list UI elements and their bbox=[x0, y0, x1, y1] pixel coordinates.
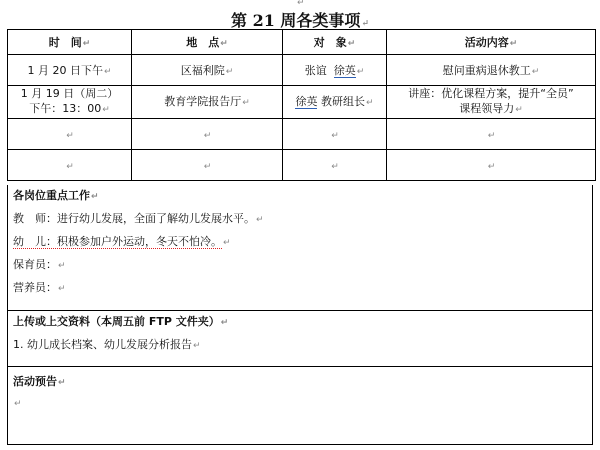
cell-target[interactable]: 张谊 徐英↵ bbox=[283, 55, 387, 86]
table-row bbox=[8, 150, 596, 181]
header-place: 地 点↵ bbox=[132, 30, 283, 55]
list-item: ↵ bbox=[14, 399, 22, 409]
cell-time[interactable]: 1 月 20 日下午↵ bbox=[8, 55, 132, 86]
cell-content[interactable]: 慰问重病退休教工↵ bbox=[387, 55, 596, 86]
list-item: 保育员：↵ bbox=[13, 258, 66, 271]
cell-content[interactable]: 讲座：优化课程方案，提升“全员” 课程领导力↵ bbox=[387, 86, 596, 119]
table-row bbox=[8, 86, 596, 119]
list-item: 幼 儿：积极参加户外运动，冬天不怕冷。↵ bbox=[13, 235, 231, 248]
list-item: 教 师：进行幼儿发展，全面了解幼儿发展水平。↵ bbox=[13, 212, 264, 225]
cell-target[interactable]: 徐英 教研组长↵ bbox=[283, 86, 387, 119]
page-title: 第 21 周各类事项↵ bbox=[231, 11, 369, 30]
cell-empty[interactable]: ↵ bbox=[387, 150, 596, 181]
cell-empty[interactable]: ↵ bbox=[8, 119, 132, 150]
section-heading: 上传或上交资料（本周五前 FTP 文件夹）↵ bbox=[13, 315, 229, 328]
cell-empty[interactable]: ↵ bbox=[8, 150, 132, 181]
header-time: 时 间↵ bbox=[8, 30, 132, 55]
header-content: 活动内容↵ bbox=[387, 30, 596, 55]
cell-place[interactable]: 区福利院↵ bbox=[132, 55, 283, 86]
cell-time[interactable]: 1 月 19 日（周二） 下午：13：00↵ bbox=[8, 86, 132, 119]
section-heading: 活动预告↵ bbox=[13, 375, 66, 388]
section-upload[interactable] bbox=[7, 311, 593, 367]
cell-place[interactable]: 教育学院报告厅↵ bbox=[132, 86, 283, 119]
cell-empty[interactable]: ↵ bbox=[283, 150, 387, 181]
table-header-row bbox=[8, 30, 596, 55]
section-preview[interactable] bbox=[7, 367, 593, 445]
section-key-work[interactable] bbox=[7, 185, 593, 311]
schedule-table bbox=[7, 29, 596, 181]
table-row bbox=[8, 55, 596, 86]
table-row bbox=[8, 119, 596, 150]
cell-empty[interactable]: ↵ bbox=[132, 119, 283, 150]
header-target: 对 象↵ bbox=[283, 30, 387, 55]
list-item: 1. 幼儿成长档案、幼儿发展分析报告↵ bbox=[13, 338, 201, 351]
cell-empty[interactable]: ↵ bbox=[132, 150, 283, 181]
paragraph-mark: ↵ bbox=[297, 0, 305, 8]
cell-empty[interactable]: ↵ bbox=[283, 119, 387, 150]
list-item: 营养员：↵ bbox=[13, 281, 66, 294]
section-heading: 各岗位重点工作↵ bbox=[13, 189, 99, 202]
cell-empty[interactable]: ↵ bbox=[387, 119, 596, 150]
